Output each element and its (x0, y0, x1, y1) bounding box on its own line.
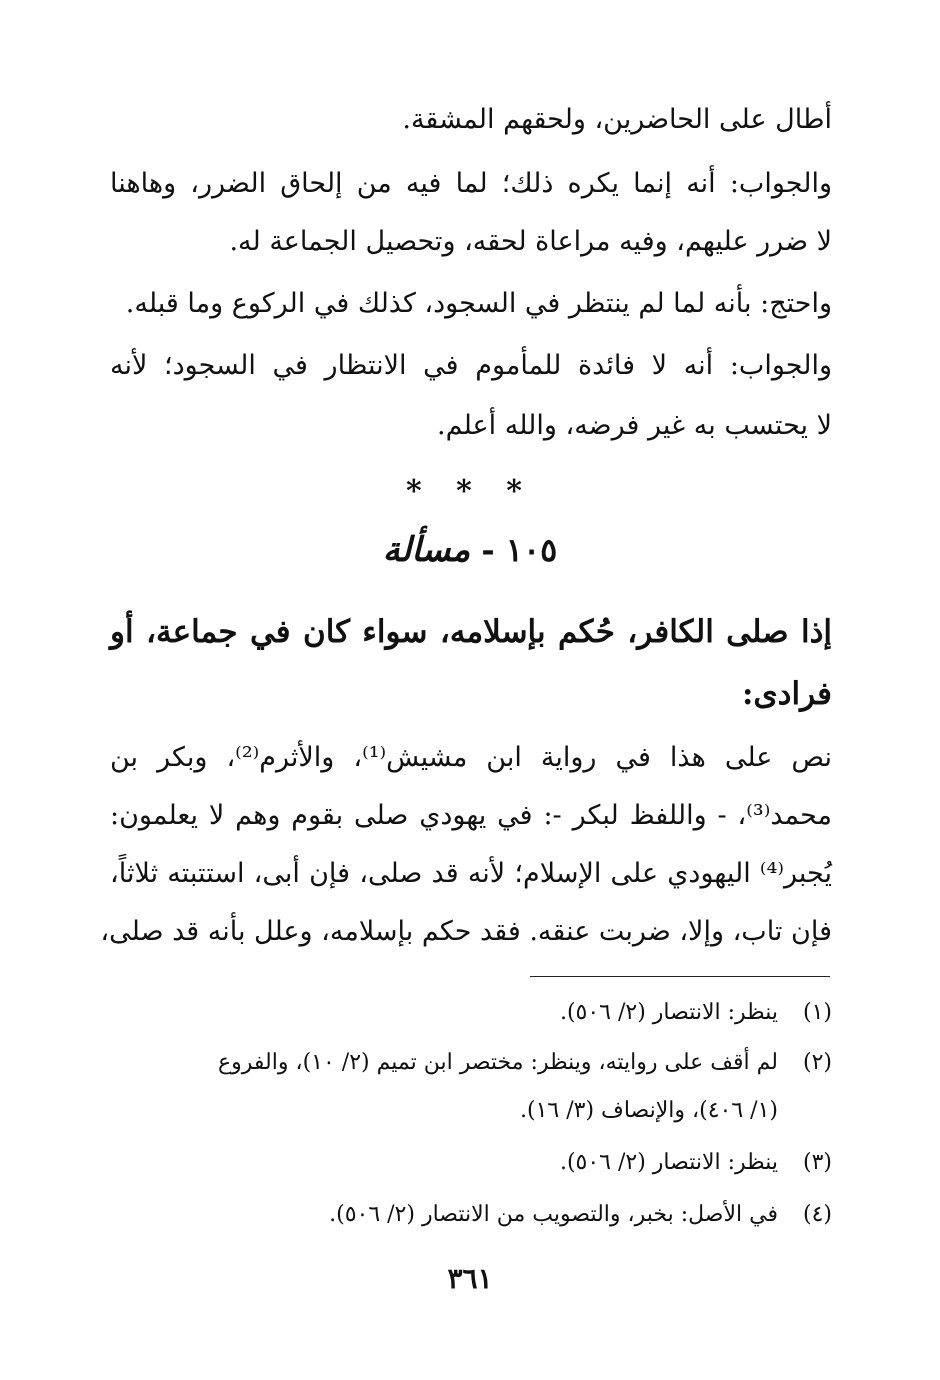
page-number: ٣٦١ (447, 1262, 493, 1295)
footnote-3 (110, 1146, 832, 1180)
question-line-2: فرادى: (741, 676, 832, 712)
body-line-1: نص على هذا في رواية ابن مشيش⁽¹⁾، والأثرم⁽²⁾، وبكر بن (110, 742, 832, 773)
heading-number: ١٠٥ - (481, 531, 558, 569)
footnote-text: ينظر: الانتصار (٢/ ٥٠٦). (559, 1150, 778, 1175)
body-line-3: يُجبر⁽⁴⁾ اليهودي على الإسلام؛ لأنه قد صلى، فإن أبى، استتبته ثلاثاً، (110, 858, 832, 889)
text-line-2: والجواب: أنه إنما يكره ذلك؛ لما فيه من إلحاق الضرر، وهاهنا (110, 168, 832, 199)
body-line-4: فإن تاب، وإلا، ضربت عنقه. فقد حكم بإسلامه، وعلل بأنه قد صلى، (100, 916, 832, 947)
footnote-2 (110, 1046, 832, 1080)
footnote-number: (١) (802, 1000, 832, 1025)
text-line-3: لا ضرر عليهم، وفيه مراعاة لحقه، وتحصيل الجماعة له. (229, 226, 832, 257)
footnote-2-continuation: (١/ ٤٠٦)، والإنصاف (٣/ ١٦). (520, 1098, 778, 1123)
text-line-5: والجواب: أنه لا فائدة للمأموم في الانتظار في السجود؛ لأنه (110, 350, 832, 381)
text-line-1: أطال على الحاضرين، ولحقهم المشقة. (402, 104, 832, 135)
footnote-text: في الأصل: بخبر، والتصويب من الانتصار (٢/ ٥٠٦). (329, 1202, 778, 1227)
footnote-4 (110, 1198, 832, 1232)
footnote-text: لم أقف على روايته، وينظر: مختصر ابن تميم (٢/ ١٠)، والفروع (218, 1050, 778, 1075)
section-heading (0, 522, 940, 578)
body-line-2: محمد⁽³⁾، - واللفظ لبكر -: في يهودي صلى بقوم وهم لا يعلمون: (110, 800, 832, 831)
text-line-4: واحتج: بأنه لما لم ينتظر في السجود، كذلك في الركوع وما قبله. (125, 288, 832, 319)
text-line-6: لا يحتسب به غير فرضه، والله أعلم. (437, 410, 832, 441)
footnote-number: (٤) (802, 1202, 832, 1227)
question-line-1: إذا صلى الكافر، حُكم بإسلامه، سواء كان في جماعة، أو (110, 614, 832, 650)
footnote-number: (٣) (802, 1150, 832, 1175)
footnote-rule (530, 976, 830, 977)
heading-word: مسألة (382, 530, 471, 570)
footnote-text: ينظر: الانتصار (٢/ ٥٠٦). (559, 1000, 778, 1025)
section-separator: * * * (406, 474, 534, 509)
footnote-number: (٢) (802, 1050, 832, 1075)
footnote-1 (110, 996, 832, 1030)
